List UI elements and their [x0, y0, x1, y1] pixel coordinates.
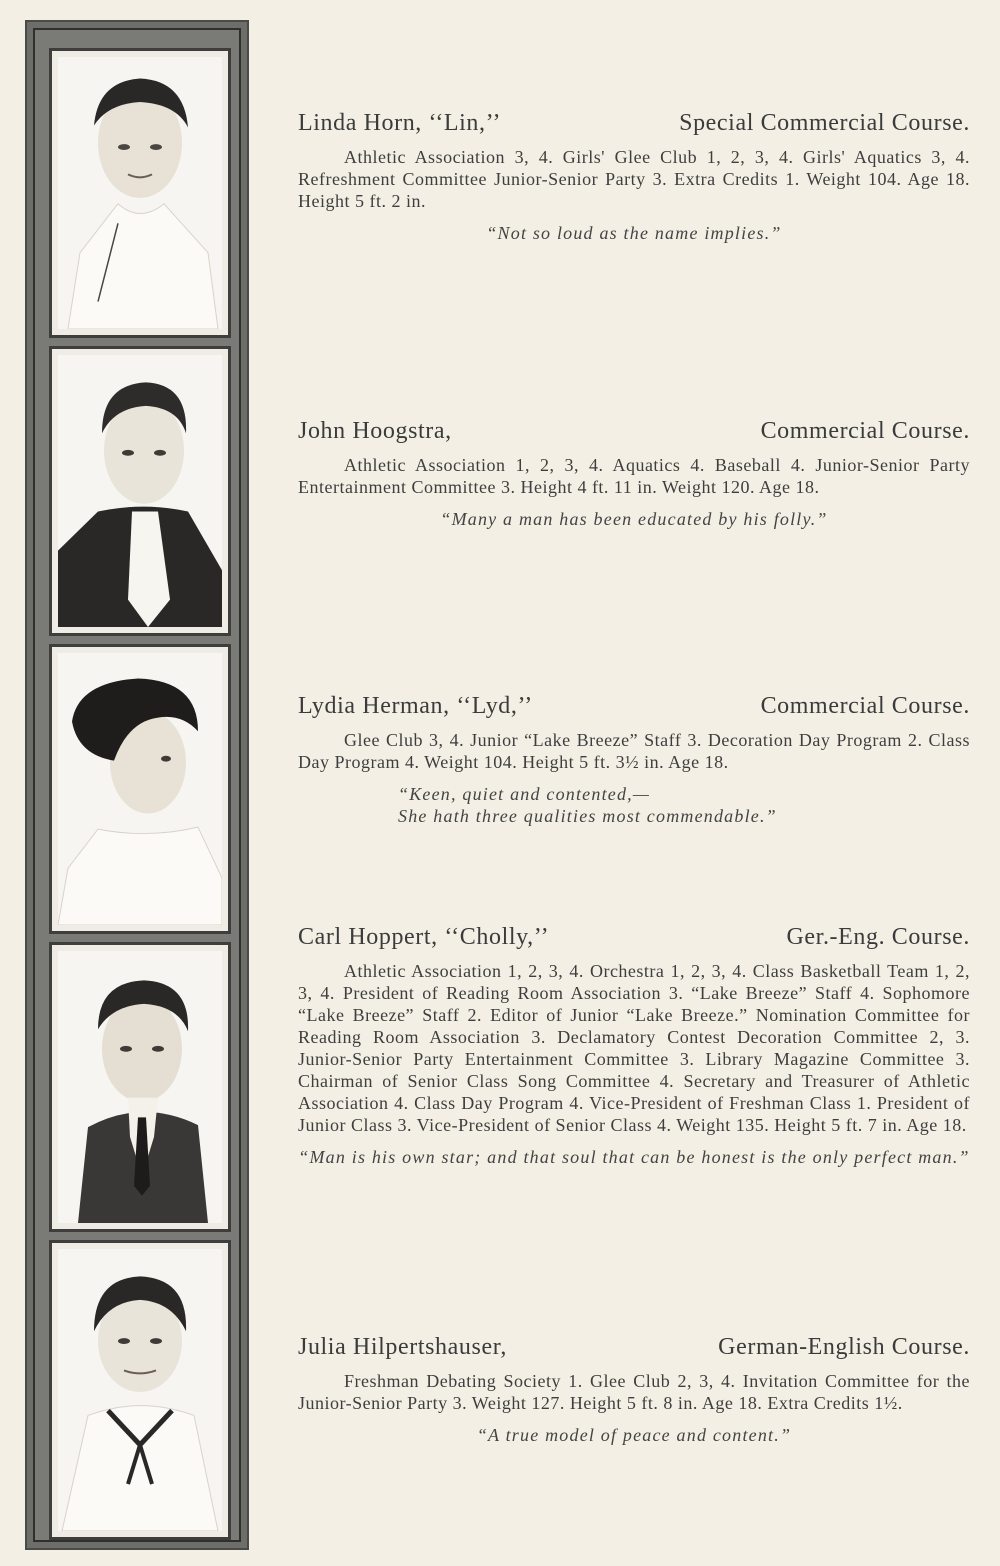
portrait-strip-inner — [33, 28, 241, 1542]
entry-heading — [298, 1334, 970, 1362]
course-name: Special Commercial Course. — [679, 110, 970, 136]
quote-line: “Keen, quiet and contented,— — [398, 784, 651, 804]
quote-line: She hath three qualities most commendable.” — [398, 806, 777, 826]
student-details: Athletic Association 3, 4. Girls' Glee Club 1, 2, 3, 4. Girls' Aquatics 3, 4. Refreshment Committee Junior-Senior Party 3. Extra Credits 1. Weight 104. Age 18. Height 5 ft. 2 in. — [298, 147, 970, 211]
senior-entry — [298, 924, 970, 1168]
entry-heading — [298, 418, 970, 446]
student-quote: “Not so loud as the name implies.” — [486, 223, 782, 243]
senior-entry — [298, 418, 970, 530]
portrait-frame — [49, 1240, 231, 1540]
portrait-photo — [58, 57, 222, 329]
senior-entry — [298, 693, 970, 827]
student-details: Athletic Association 1, 2, 3, 4. Aquatics 4. Baseball 4. Junior-Senior Party Entertainment Committee 3. Height 4 ft. 11 in. Weight 120. Age 18. — [298, 455, 970, 497]
portrait-strip — [25, 20, 249, 1550]
entry-heading — [298, 110, 970, 138]
course-name: Commercial Course. — [760, 693, 970, 719]
student-name: Carl Hoppert, ‘‘Cholly,’’ — [298, 924, 550, 950]
student-name: Linda Horn, ‘‘Lin,’’ — [298, 110, 502, 136]
student-details: Glee Club 3, 4. Junior “Lake Breeze” Staff 3. Decoration Day Program 2. Class Day Program 4. Weight 104. Height 5 ft. 3½ in. Age 18. — [298, 730, 970, 772]
portrait-photo — [58, 355, 222, 627]
student-name: Julia Hilpertshauser, — [298, 1334, 507, 1360]
senior-entry — [298, 110, 970, 244]
student-quote — [298, 783, 970, 827]
student-quote: “Many a man has been educated by his folly.” — [440, 509, 828, 529]
course-name: Commercial Course. — [760, 418, 970, 444]
portrait-photo — [58, 951, 222, 1223]
senior-entry — [298, 1334, 970, 1446]
student-details: Athletic Association 1, 2, 3, 4. Orchestra 1, 2, 3, 4. Class Basketball Team 1, 2, 3, 4. President of Reading Room Association 3. “Lake Breeze” Staff 4. Sophomore “Lake Breeze” Staff 2. Editor of Junior “Lake Breeze.” Nomination Committee for Reading Room Association 3. Declamatory Contest Decoration Committee 2, 3. Junior-Senior Party Entertainment Committee 3. Library Magazine Committee 3. Chairman of Senior Class Song Committee 4. Secretary and Treasurer of Athletic Association 4. Class Day Program 4. Vice-President of Freshman Class 1. President of Junior Class 3. Vice-President of Senior Class 4. Weight 135. Height 5 ft. 7 in. Age 18. — [298, 961, 970, 1135]
student-name: John Hoogstra, — [298, 418, 452, 444]
portrait-photo — [58, 1249, 222, 1531]
portrait-frame — [49, 346, 231, 636]
course-name: Ger.-Eng. Course. — [786, 924, 970, 950]
portrait-frame — [49, 644, 231, 934]
portrait-frame — [49, 942, 231, 1232]
entry-heading — [298, 693, 970, 721]
student-quote: “Man is his own star; and that soul that can be honest is the only perfect man.” — [298, 1147, 970, 1167]
student-quote: “A true model of peace and content.” — [476, 1425, 792, 1445]
portrait-photo — [58, 653, 222, 925]
course-name: German-English Course. — [718, 1334, 970, 1360]
entry-heading — [298, 924, 970, 952]
portrait-frame — [49, 48, 231, 338]
student-name: Lydia Herman, ‘‘Lyd,’’ — [298, 693, 533, 719]
student-details: Freshman Debating Society 1. Glee Club 2, 3, 4. Invitation Committee for the Junior-Senior Party 3. Weight 127. Height 5 ft. 8 in. Age 18. Extra Credits 1½. — [298, 1371, 970, 1413]
